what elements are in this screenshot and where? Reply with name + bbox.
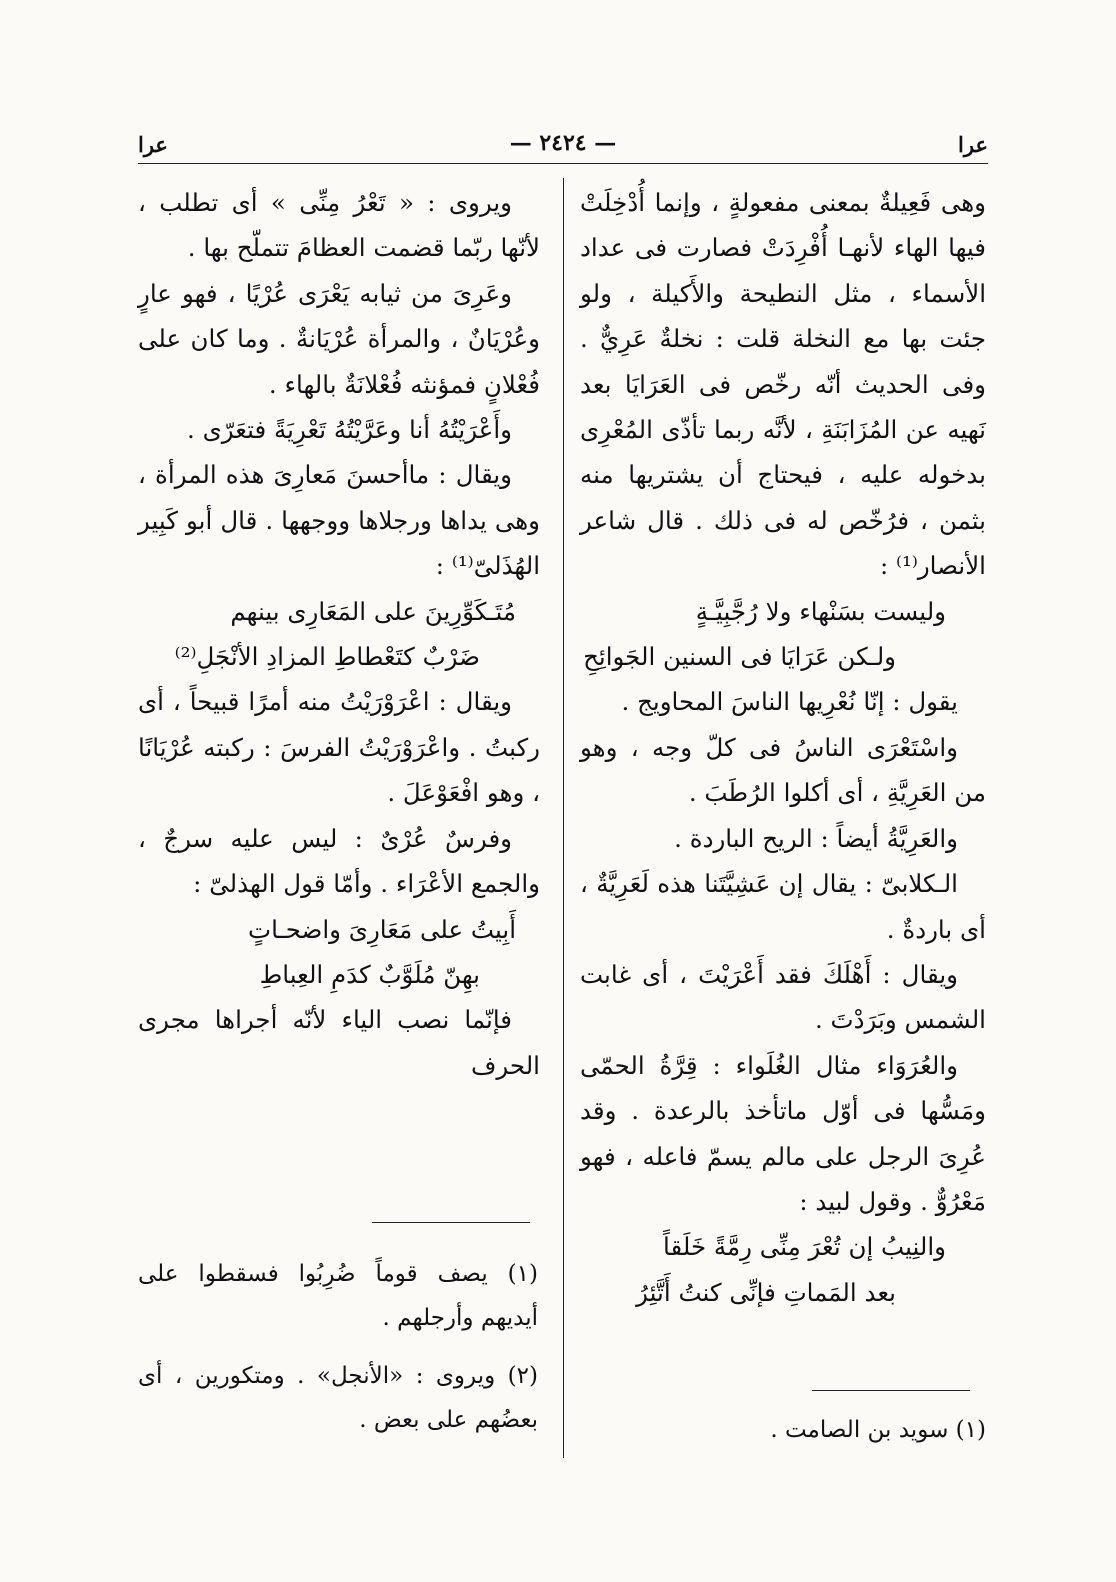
running-headword-right: عرا xyxy=(958,132,988,157)
verse-line: بعد المَماتِ فإنِّى كنتُ أَتَّئِرُ xyxy=(636,1277,896,1307)
footnote: (١) سويد بن الصامت . xyxy=(770,1417,986,1443)
running-headword-left: عرا xyxy=(138,132,168,157)
verse-line: بهِنّ مُلَوَّبٌ كدَمِ العِباطِ xyxy=(259,959,480,989)
footnotes-left xyxy=(138,1252,538,1442)
paragraph: والعُرَوَاء مثال الغُلَواء : قِرَّةُ الحمّى ومَسُّها فى أوّل ماتأخذ بالرعدة . وقد عُرِىَ الرجل على مالم يسمّ فاعله ، فهو مَعْرُوٌّ . وقول لبيد : xyxy=(580,1050,986,1216)
verse-line: مُتَـكَوِّرِينَ على المَعَارِى بينهم xyxy=(230,596,516,626)
verse-line: ضَرْبٌ كتَعْطاطِ المزادِ الأنْجَلِ⁽²⁾ xyxy=(174,642,480,672)
verse-line: والنِيبُ إن تُعْرَ مِنِّى رِمَّةً خَلَقاً xyxy=(663,1232,946,1262)
paragraph: وفرسٌ عُرْىٌ : ليس عليه سرجٌ ، والجمع الأعْرَاء . وأمّا قول الهذلىّ : xyxy=(138,823,540,899)
paragraph: ويقال : أَهْلَكَ فقد أَعْرَيْتَ ، أى غابت الشمس وبَرَدْتَ . xyxy=(580,959,986,1035)
paragraph: ويقال : اعْرَوْرَيْتُ منه أمرًا قبيحاً ، أى ركبتُ . واعْرَوْرَيْتُ الفرسَ : ركبته عُرْيَانًا ، وهو افْعَوْعَلَ . xyxy=(138,687,540,808)
paragraph: وهى فَعِيلةٌ بمعنى مفعولةٍ ، وإنما أُدْخِلَتْ فيها الهاء لأنهـا أُفْرِدَتْ فصارت فى عداد الأسماء ، مثل النطيحة والأَكيلة ، ولو جئت بها مع النخلة قلت : نخلةٌ عَرِيٌّ . وفى الحديث أنّه رخّص فى العَرَايَا بعد نَهيه عن المُزَابَنَةِ ، لأنَّه ربما تأذّى المُعْرِى بدخوله عليه ، فيحتاج أن يشتريها منه بثمن ، فرُخّص له فى ذلك . قال شاعر الأنصار⁽¹⁾ : xyxy=(580,188,986,581)
verse-line: ولـكن عَرَايَا فى السنين الجَوائِحِ xyxy=(583,642,896,672)
left-column xyxy=(138,180,540,1088)
paragraph: ويروى : « تَعْرُ مِنِّى » أى تطلب ، لأنّها ربّما قضمت العظامَ تتملّح بها . xyxy=(138,188,540,263)
footnote: (٢) ويروى : «الأنجل» . ومتكورين ، أى بعضُهم على بعض . xyxy=(138,1363,538,1433)
footnote: (١) يصف قوماً ضُرِبُوا فسقطوا على أيديهم وأرجلهم . xyxy=(138,1261,538,1331)
footnote-rule-right xyxy=(812,1390,970,1391)
paragraph: ويقال : ماأحسنَ مَعارِىَ هذه المرأة ، وهى يداها ورجلاها ووجهها . قال أبو كَبِير الهُذَلىّ⁽¹⁾ : xyxy=(138,460,540,581)
paragraph: فإنّما نصب الياء لأنّه أجراها مجرى الحرف xyxy=(138,1005,540,1080)
paragraph: يقول : إنّا نُعْرِيها الناسَ المحاويج . xyxy=(621,687,958,717)
verse-line: أَبِيتُ على مَعَارِىَ واضحـاتٍ xyxy=(248,914,516,944)
running-header xyxy=(138,128,988,160)
paragraph: الـكلابىّ : يقال إن عَشِيَّتَنا هذه لَعَرِيَّةٌ ، أى باردةٌ . xyxy=(580,869,986,944)
verse-line: وليست بسَنْهاء ولا رُجَّبِيَّـةٍ xyxy=(695,596,946,626)
column-divider xyxy=(563,178,564,1458)
footnote-rule-left xyxy=(372,1222,530,1223)
right-column xyxy=(580,180,986,1315)
paragraph: وعَرِىَ من ثيابه يَعْرَى عُرْيًا ، فهو عارٍ وعُرْيَانٌ ، والمرأة عُرْيَانةٌ . وما كان على فُعْلانٍ فمؤنثه فُعْلانَةٌ بالهاء . xyxy=(138,278,540,399)
header-rule xyxy=(138,163,988,164)
paragraph: والعَرِيَّةُ أيضاً : الريح الباردة . xyxy=(674,823,958,853)
footnotes-right xyxy=(580,1410,986,1450)
paragraph: وأَعْرَيْتُهُ أنا وعَرَّيْتُهُ تَعْرِيَةً فتعَرّى . xyxy=(187,415,512,445)
page-number: — ٢٤٢٤ — xyxy=(509,130,617,156)
paragraph: واسْتَعْرَى الناسُ فى كلّ وجه ، وهو من العَرِيَّةِ ، أى أكلوا الرُطَبَ . xyxy=(580,732,986,808)
